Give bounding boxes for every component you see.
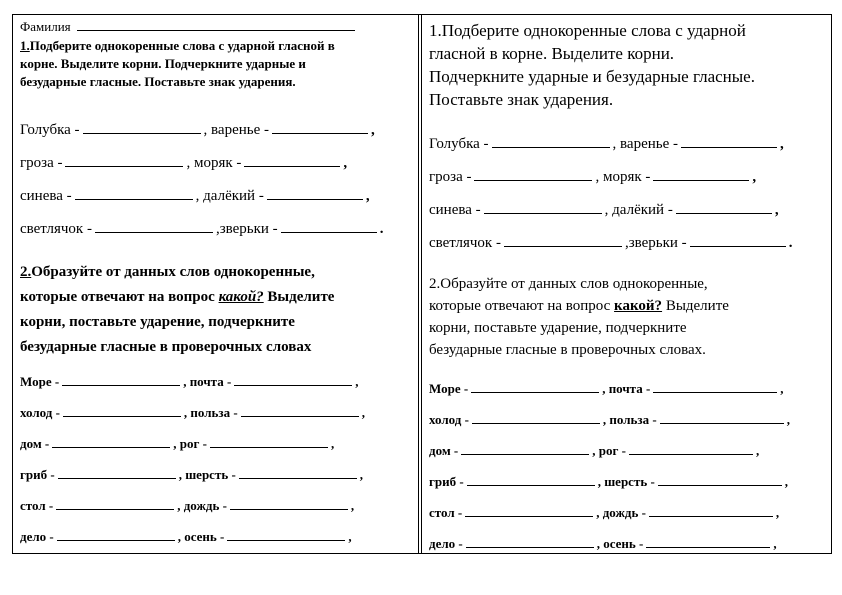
word-label: дело - <box>20 529 54 544</box>
column-divider <box>418 15 422 553</box>
answer-row <box>20 496 354 514</box>
answer-blank[interactable] <box>660 410 784 424</box>
word-label: стол - <box>429 505 463 520</box>
answer-row <box>429 379 784 397</box>
left-task2-text <box>20 260 334 360</box>
answer-row <box>429 231 792 252</box>
answer-row <box>20 118 375 139</box>
surname-row <box>20 17 358 35</box>
answer-row <box>429 503 779 521</box>
row-end-punct: , <box>355 374 359 389</box>
answer-blank[interactable] <box>57 527 175 541</box>
answer-blank[interactable] <box>690 231 786 247</box>
answer-row <box>429 441 759 459</box>
row-end-punct: , <box>350 498 355 513</box>
answer-blank[interactable] <box>492 132 610 148</box>
word-label: холод - <box>20 405 60 420</box>
answer-blank[interactable] <box>467 472 595 486</box>
word-label: ,зверьки - <box>215 221 278 237</box>
row-end-punct: , <box>773 536 777 551</box>
word-label: , далёкий - <box>604 202 673 218</box>
row-end-punct: , <box>774 202 779 218</box>
row-end-punct: . <box>379 221 384 237</box>
word-label: , моряк - <box>186 155 242 171</box>
row-end-punct: , <box>780 136 784 152</box>
answer-blank[interactable] <box>646 534 770 548</box>
answer-blank[interactable] <box>95 217 213 233</box>
word-label: дом - <box>20 436 50 451</box>
word-label: ,зверьки - <box>624 235 687 251</box>
word-label: , варенье - <box>203 122 270 138</box>
answer-row <box>20 372 359 390</box>
row-end-punct: , <box>752 169 757 185</box>
left-task2-line3: корни, поставьте ударение, подчеркните <box>20 314 295 330</box>
right-task2-line2-post: Выделите <box>662 298 729 314</box>
answer-row <box>429 132 784 153</box>
answer-blank[interactable] <box>653 379 777 393</box>
right-task1-line3: Подчеркните ударные и безударные гласные. <box>429 67 755 86</box>
word-label: , польза - <box>183 405 238 420</box>
word-label: синева - <box>20 188 72 204</box>
word-label: Голубка - <box>429 136 489 152</box>
answer-row <box>429 534 777 552</box>
row-end-punct: . <box>788 235 793 251</box>
answer-blank[interactable] <box>653 165 749 181</box>
word-label: стол - <box>20 498 54 513</box>
left-task1-number: 1. <box>20 38 30 53</box>
word-label: гриб - <box>429 474 464 489</box>
answer-row <box>20 151 347 172</box>
answer-row <box>20 184 370 205</box>
word-label: дом - <box>429 443 459 458</box>
answer-blank[interactable] <box>75 184 193 200</box>
surname-label: Фамилия <box>20 19 71 34</box>
word-label: , осень - <box>177 529 225 544</box>
left-question-word: какой? <box>218 289 264 305</box>
left-task2-number: 2. <box>20 264 32 280</box>
right-task1-line1: 1.Подберите однокоренные слова с ударной <box>429 21 746 40</box>
right-question-word: какой? <box>614 298 663 314</box>
word-label: , шерсть - <box>178 467 236 482</box>
answer-blank[interactable] <box>65 151 183 167</box>
left-task2-line2-pre: которые отвечают на вопрос <box>20 289 215 305</box>
word-label: , далёкий - <box>195 188 264 204</box>
answer-blank[interactable] <box>239 465 357 479</box>
row-end-punct: , <box>784 474 789 489</box>
row-end-punct: , <box>786 412 790 427</box>
row-end-punct: , <box>775 505 780 520</box>
word-label: светлячок - <box>429 235 501 251</box>
left-task2-line4: безударные гласные в проверочных словах <box>20 339 312 355</box>
answer-blank[interactable] <box>230 496 348 510</box>
row-end-punct: , <box>359 467 364 482</box>
word-label: , дождь - <box>177 498 227 513</box>
answer-blank[interactable] <box>461 441 589 455</box>
worksheet <box>12 14 832 554</box>
answer-blank[interactable] <box>227 527 345 541</box>
word-label: дело - <box>429 536 463 551</box>
left-task1-text <box>20 37 335 91</box>
word-label: , осень - <box>596 536 644 551</box>
word-label: , варенье - <box>612 136 679 152</box>
answer-row <box>20 434 334 452</box>
answer-blank[interactable] <box>466 534 594 548</box>
left-task2-line1: Образуйте от данных слов однокоренные, <box>31 264 315 280</box>
row-end-punct: , <box>330 436 335 451</box>
word-label: , почта - <box>602 381 651 396</box>
answer-row <box>429 198 779 219</box>
word-label: , дождь - <box>596 505 646 520</box>
row-end-punct: , <box>343 155 348 171</box>
row-end-punct: , <box>361 405 365 420</box>
answer-row <box>20 217 383 238</box>
left-task2-line2-post: Выделите <box>263 289 335 305</box>
answer-blank[interactable] <box>472 410 600 424</box>
left-task1-line3: безударные гласные. Поставьте знак ударения. <box>20 74 296 89</box>
answer-blank[interactable] <box>241 403 359 417</box>
answer-row <box>20 403 365 421</box>
word-label: Голубка - <box>20 122 80 138</box>
word-label: , почта - <box>183 374 232 389</box>
right-panel <box>427 15 827 553</box>
row-end-punct: , <box>780 381 784 396</box>
answer-row <box>429 472 788 490</box>
answer-blank[interactable] <box>681 132 777 148</box>
answer-row <box>20 465 363 483</box>
word-label: гриб - <box>20 467 55 482</box>
answer-blank[interactable] <box>649 503 773 517</box>
left-task1-line1: Подберите однокоренные слова с ударной гласной в <box>29 38 335 53</box>
word-label: Море - <box>429 381 469 396</box>
answer-row <box>429 165 756 186</box>
right-task2-line2-pre: которые отвечают на вопрос <box>429 298 615 314</box>
row-end-punct: , <box>365 188 370 204</box>
right-task2-line3: корни, поставьте ударение, подчеркните <box>429 320 687 336</box>
answer-blank[interactable] <box>676 198 772 214</box>
word-label: , рог - <box>173 436 207 451</box>
right-task1-line2: гласной в корне. Выделите корни. <box>429 44 675 63</box>
row-end-punct: , <box>755 443 760 458</box>
answer-blank[interactable] <box>63 403 181 417</box>
word-label: гроза - <box>20 155 63 171</box>
answer-blank[interactable] <box>52 434 170 448</box>
answer-blank[interactable] <box>658 472 782 486</box>
answer-blank[interactable] <box>56 496 174 510</box>
right-task2-line1: 2.Образуйте от данных слов однокоренные, <box>429 276 708 292</box>
answer-blank[interactable] <box>504 231 622 247</box>
answer-blank[interactable] <box>58 465 176 479</box>
surname-line[interactable] <box>77 17 355 31</box>
answer-blank[interactable] <box>83 118 201 134</box>
right-task1-text <box>429 19 755 111</box>
word-label: холод - <box>429 412 469 427</box>
answer-blank[interactable] <box>471 379 599 393</box>
word-label: , польза - <box>602 412 657 427</box>
answer-blank[interactable] <box>281 217 377 233</box>
right-task2-text <box>429 273 729 361</box>
row-end-punct: , <box>348 529 352 544</box>
answer-row <box>429 410 790 428</box>
answer-blank[interactable] <box>210 434 328 448</box>
word-label: синева - <box>429 202 481 218</box>
answer-blank[interactable] <box>484 198 602 214</box>
word-label: , шерсть - <box>597 474 655 489</box>
answer-blank[interactable] <box>267 184 363 200</box>
word-label: , рог - <box>592 443 626 458</box>
word-label: светлячок - <box>20 221 92 237</box>
answer-blank[interactable] <box>234 372 352 386</box>
answer-blank[interactable] <box>465 503 593 517</box>
answer-blank[interactable] <box>62 372 180 386</box>
right-task2-line4: безударные гласные в проверочных словах. <box>429 342 706 358</box>
answer-blank[interactable] <box>474 165 592 181</box>
answer-blank[interactable] <box>272 118 368 134</box>
answer-blank[interactable] <box>629 441 753 455</box>
word-label: гроза - <box>429 169 472 185</box>
answer-row <box>20 527 352 545</box>
word-label: Море - <box>20 374 60 389</box>
left-task1-line2: корне. Выделите корни. Подчеркните ударные и <box>20 56 306 71</box>
answer-blank[interactable] <box>244 151 340 167</box>
right-task1-line4: Поставьте знак ударения. <box>429 90 614 109</box>
left-panel <box>18 15 414 553</box>
word-label: , моряк - <box>595 169 651 185</box>
row-end-punct: , <box>371 122 375 138</box>
